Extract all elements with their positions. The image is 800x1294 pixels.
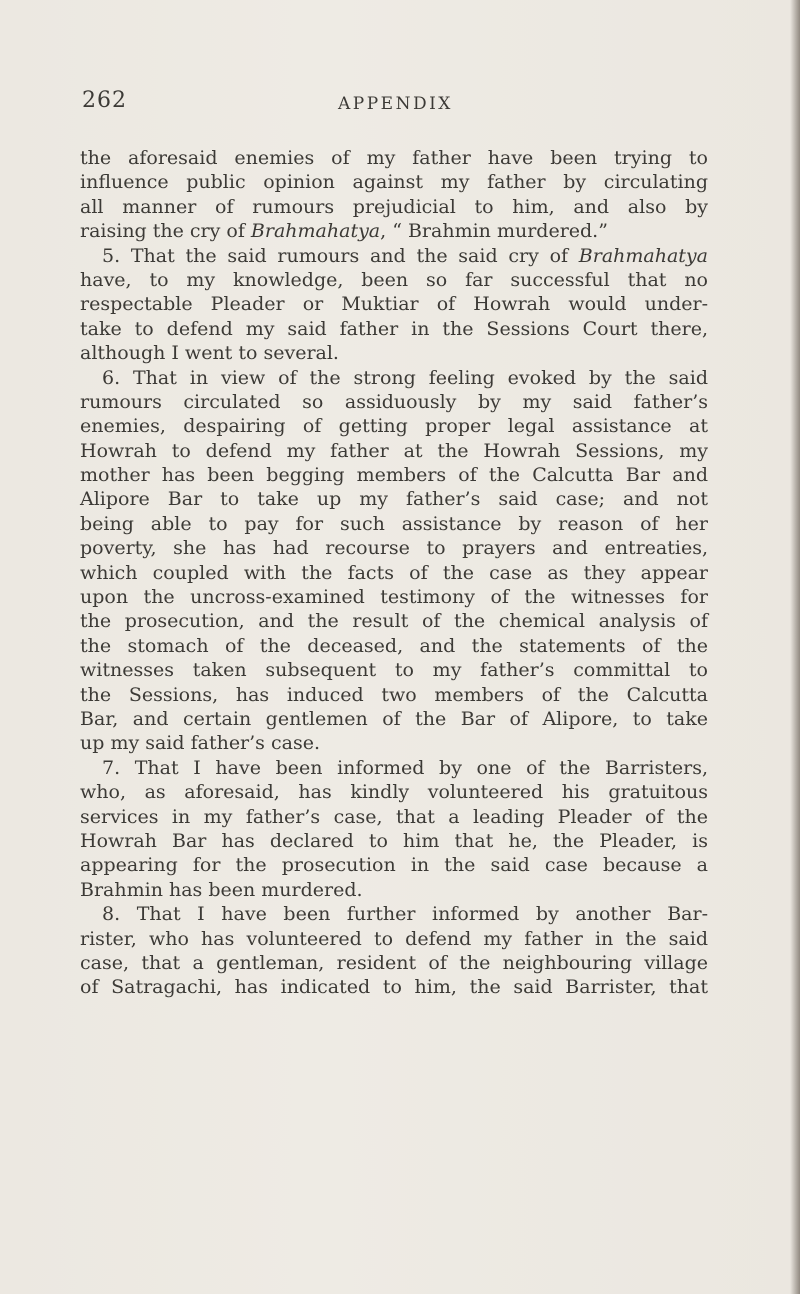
running-head: APPENDIX bbox=[338, 94, 453, 114]
text-line: rumours circulated so assiduously by my said father’s bbox=[80, 390, 708, 413]
text-line: which coupled with the facts of the case as they appear bbox=[80, 561, 708, 584]
text-line: have, to my knowledge, been so far successful that no bbox=[80, 268, 708, 291]
page-edge-shadow bbox=[790, 0, 800, 1294]
paragraph-5-start: 5. That the said rumours and the said cry of Brahmahatya bbox=[102, 244, 708, 267]
text-line: witnesses taken subsequent to my father’s committal to bbox=[80, 659, 708, 682]
text-line: Bar, and certain gentlemen of the Bar of Alipore, to take bbox=[80, 707, 708, 730]
text-line: being able to pay for such assistance by reason of her bbox=[80, 512, 708, 535]
text-line: of Satragachi, has indicated to him, the said Barrister, that bbox=[80, 976, 708, 999]
paragraph-6-start: 6. That in view of the strong feeling evoked by the said bbox=[102, 366, 708, 389]
text-line: poverty, she has had recourse to prayers and entreaties, bbox=[80, 537, 708, 560]
text-line: the prosecution, and the result of the chemical analysis of bbox=[80, 610, 708, 633]
text-line: although I went to several. bbox=[80, 342, 339, 365]
text-line: mother has been begging members of the Calcutta Bar and bbox=[80, 464, 708, 487]
paragraph-7-start: 7. That I have been informed by one of the Barristers, bbox=[102, 756, 708, 779]
text-line: appearing for the prosecution in the said case because a bbox=[80, 854, 708, 877]
text-line: Alipore Bar to take up my father’s said case; and not bbox=[80, 488, 708, 511]
text-line: influence public opinion against my father by circulating bbox=[80, 171, 708, 194]
text-line: all manner of rumours prejudicial to him, and also by bbox=[80, 195, 708, 218]
body-text bbox=[80, 146, 708, 1000]
text-line: the aforesaid enemies of my father have been trying to bbox=[80, 147, 708, 169]
text-line: Howrah to defend my father at the Howrah Sessions, my bbox=[80, 439, 708, 462]
text-line: respectable Pleader or Muktiar of Howrah would under- bbox=[80, 293, 708, 316]
text-line: Brahmin has been murdered. bbox=[80, 878, 363, 901]
text-line: Howrah Bar has declared to him that he, the Pleader, is bbox=[80, 829, 708, 852]
text-line: rister, who has volunteered to defend my father in the said bbox=[80, 927, 708, 950]
text-line: who, as aforesaid, has kindly volunteered his gratuitous bbox=[80, 781, 708, 804]
text-line: up my said father’s case. bbox=[80, 732, 320, 755]
text-line: raising the cry of Brahmahatya, “ Brahmin murdered.” bbox=[80, 220, 608, 243]
page-number: 262 bbox=[82, 88, 127, 113]
text-line: enemies, despairing of getting proper legal assistance at bbox=[80, 415, 708, 438]
text-line: case, that a gentleman, resident of the neighbouring village bbox=[80, 951, 708, 974]
page-header bbox=[0, 88, 800, 118]
text-line: upon the uncross-examined testimony of the witnesses for bbox=[80, 586, 708, 609]
text-line: take to defend my said father in the Sessions Court there, bbox=[80, 317, 708, 340]
paragraph-8-start: 8. That I have been further informed by another Bar- bbox=[102, 903, 708, 926]
text-line: the stomach of the deceased, and the statements of the bbox=[80, 634, 708, 657]
text-line: services in my father’s case, that a leading Pleader of the bbox=[80, 805, 708, 828]
text-line: the Sessions, has induced two members of the Calcutta bbox=[80, 683, 708, 706]
